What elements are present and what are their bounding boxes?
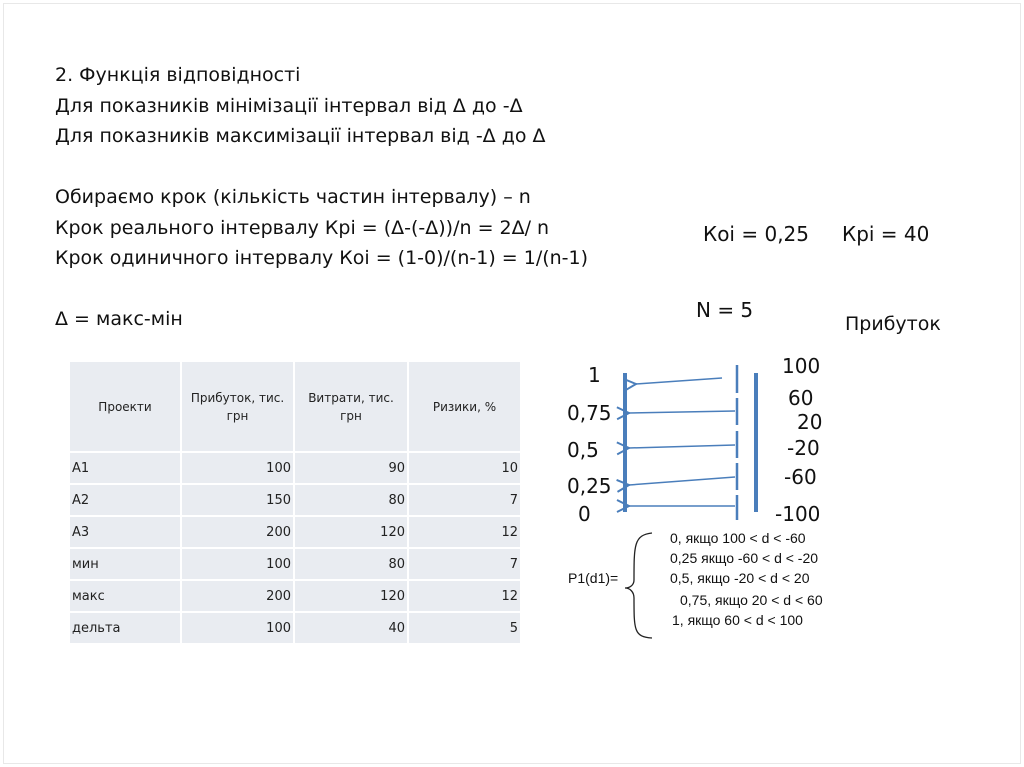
- text-line: Обираємо крок (кількість частин інтервалу) – n: [55, 186, 531, 208]
- real-label: -100: [775, 502, 821, 526]
- real-label: 100: [782, 354, 821, 378]
- formula-brace: [625, 533, 652, 638]
- table-cell: макс: [70, 581, 180, 611]
- table-cell: 10: [409, 453, 520, 483]
- header-cell: Витрати, тис. грн: [295, 362, 407, 451]
- table-cell: 150: [182, 485, 293, 515]
- koi-value: Коі = 0,25: [703, 222, 809, 246]
- table-cell: дельта: [70, 613, 180, 643]
- table-cell: 90: [295, 453, 407, 483]
- formula-case: 0, якщо 100 < d < -60: [670, 530, 806, 546]
- unit-label: 0,5: [567, 438, 599, 462]
- table-cell: мин: [70, 549, 180, 579]
- table-cell: 100: [182, 613, 293, 643]
- text-line: Δ = макс-мін: [55, 308, 183, 330]
- kri-value: Крі = 40: [842, 222, 930, 246]
- table-cell: 40: [295, 613, 407, 643]
- table-cell: 7: [409, 549, 520, 579]
- formula-label: P1(d1)=: [568, 570, 619, 586]
- text-line: Для показників мінімізації інтервал від Δ до -Δ: [55, 94, 523, 117]
- table-cell: 120: [295, 517, 407, 547]
- n-value: N = 5: [696, 298, 754, 322]
- table-cell: А1: [70, 453, 180, 483]
- text-line: 2. Функція відповідності: [55, 64, 301, 86]
- real-label: 60: [788, 386, 814, 410]
- table-cell: 12: [409, 581, 520, 611]
- text-line: Крок одиничного інтервалу Коі = (1-0)/(n-1) = 1/(n-1): [55, 247, 589, 269]
- arrow: [636, 378, 722, 384]
- table-cell: 12: [409, 517, 520, 547]
- real-label: -60: [784, 465, 817, 489]
- formula-case: 0,5, якщо -20 < d < 20: [670, 570, 810, 586]
- real-label: -20: [787, 436, 820, 460]
- header-cell: Прибуток, тис. грн: [182, 362, 293, 451]
- arrow: [629, 477, 735, 485]
- table-cell: 200: [182, 581, 293, 611]
- text-line: Крок реального інтервалу Крі = (Δ-(-Δ))/n = 2Δ/ n: [55, 216, 550, 239]
- formula-case: 0,25 якщо -60 < d < -20: [670, 550, 819, 566]
- table-cell: 7: [409, 485, 520, 515]
- table-cell: 200: [182, 517, 293, 547]
- table-cell: А2: [70, 485, 180, 515]
- table-cell: 120: [295, 581, 407, 611]
- real-label: 20: [797, 410, 823, 434]
- text-line: Для показників максимізації інтервал від -Δ до Δ: [55, 125, 546, 147]
- header-cell: Проекти: [70, 362, 180, 451]
- formula-case: 1, якщо 60 < d < 100: [672, 612, 803, 628]
- header-cell: Ризики, %: [409, 362, 520, 451]
- table-cell: 5: [409, 613, 520, 643]
- unit-label: 1: [588, 363, 601, 387]
- table-cell: 100: [182, 453, 293, 483]
- profit-label: Прибуток: [845, 313, 941, 335]
- arrow: [629, 445, 735, 448]
- table-cell: 80: [295, 549, 407, 579]
- table-cell: 100: [182, 549, 293, 579]
- arrow: [629, 411, 735, 413]
- unit-label: 0,25: [567, 474, 612, 498]
- unit-label: 0,75: [567, 401, 612, 425]
- table-cell: 80: [295, 485, 407, 515]
- unit-label: 0: [578, 502, 591, 526]
- table-cell: А3: [70, 517, 180, 547]
- formula-case: 0,75, якщо 20 < d < 60: [680, 592, 823, 608]
